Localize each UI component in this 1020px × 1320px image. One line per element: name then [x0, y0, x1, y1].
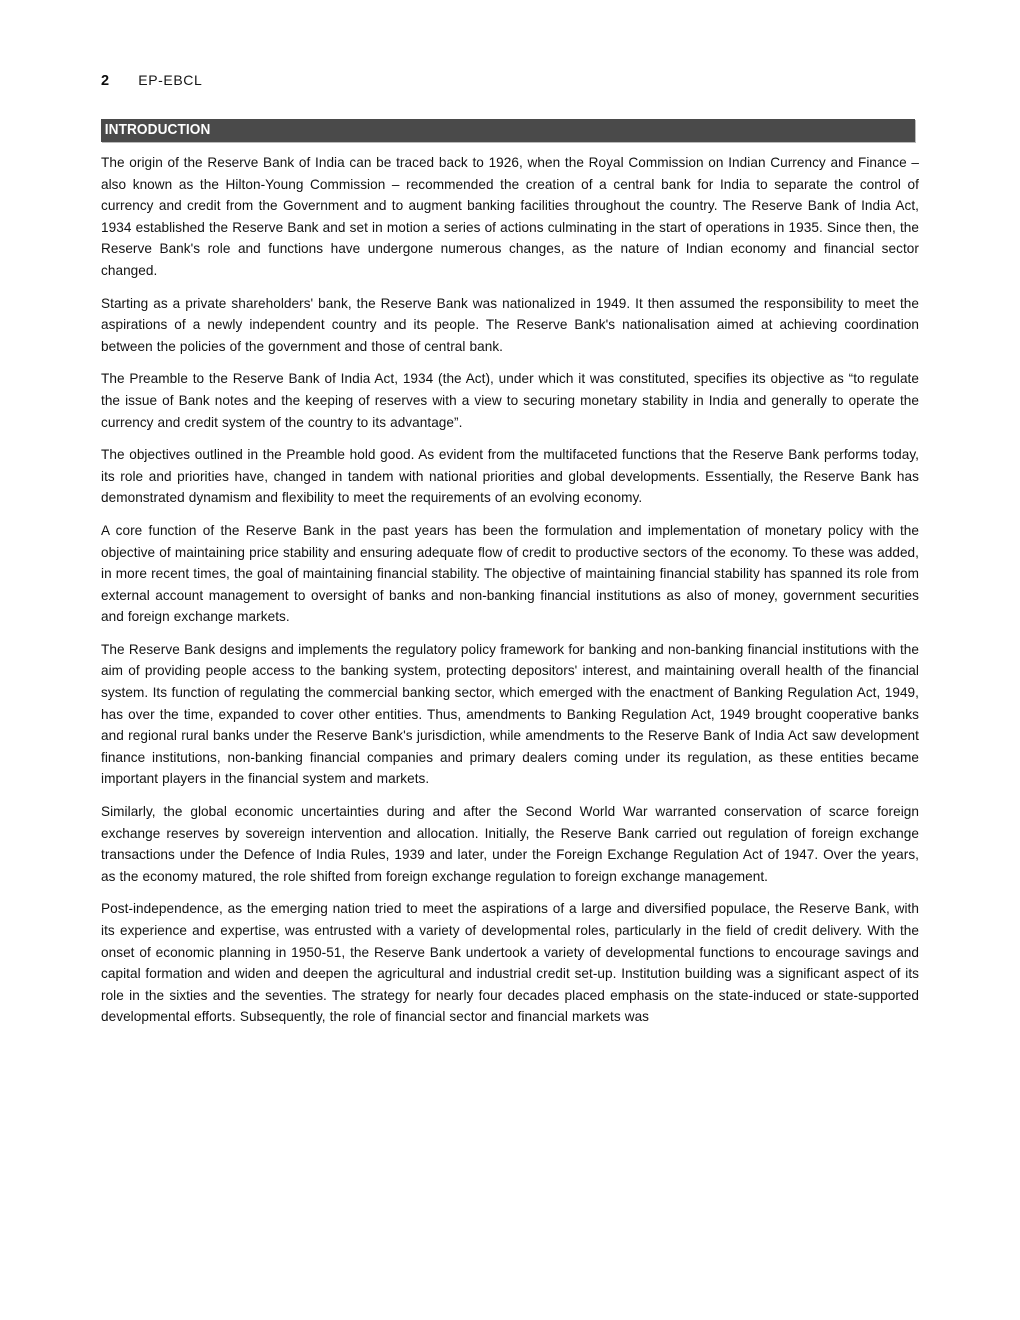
- section-heading-label: INTRODUCTION: [104, 122, 211, 139]
- paragraph: The origin of the Reserve Bank of India can be traced back to 1926, when the Royal Commission on Indian Currency and Finance – also known as the Hilton-Young Commission – recommended the creation of a central bank for India to separate the control of currency and credit from the Government and to augment banking facilities throughout the country. The Reserve Bank of India Act, 1934 established the Reserve Bank and set in motion a series of actions culminating in the start of operations in 1935. Since then, the Reserve Bank's role and functions have undergone numerous changes, as the nature of Indian economy and financial sector changed.: [101, 155, 919, 278]
- page-number: 2: [101, 73, 110, 89]
- paragraph: A core function of the Reserve Bank in the past years has been the formulation and implementation of monetary policy with the objective of maintaining price stability and ensuring adequate flow of credit to productive sectors of the economy. To these was added, in more recent times, the goal of maintaining financial stability. The objective of maintaining financial stability has spanned its role from external account management to oversight of banks and non-banking financial institutions as also of money, government securities and foreign exchange markets.: [101, 522, 919, 625]
- body-text-column: [101, 152, 919, 1028]
- paragraph: The objectives outlined in the Preamble hold good. As evident from the multifaceted functions that the Reserve Bank performs today, its role and priorities have, changed in tandem with national priorities and global developments. Essentially, the Reserve Bank has demonstrated dynamism and flexibility to meet the requirements of an evolving economy.: [101, 447, 919, 506]
- running-head-title: EP-EBCL: [138, 72, 203, 88]
- paragraph: Starting as a private shareholders' bank, the Reserve Bank was nationalized in 1949. It then assumed the responsibility to meet the aspirations of a newly independent country and its people. The Reserve Bank's nationalisation aimed at achieving coordination between the policies of the government and those of central bank.: [101, 295, 919, 354]
- running-head: [101, 72, 921, 92]
- paragraph: Similarly, the global economic uncertainties during and after the Second World War warranted conservation of scarce foreign exchange reserves by sovereign intervention and allocation. Initially, the Reserve Bank carried out regulation of foreign exchange transactions under the Defence of India Rules, 1939 and later, under the Foreign Exchange Regulation Act of 1947. Over the years, as the economy matured, the role shifted from foreign exchange regulation to foreign exchange management.: [101, 804, 919, 884]
- paragraph: The Preamble to the Reserve Bank of India Act, 1934 (the Act), under which it was constituted, specifies its objective as “to regulate the issue of Bank notes and the keeping of reserves with a view to securing monetary stability in India and generally to operate the currency and credit system of the country to its advantage”.: [101, 371, 919, 430]
- paragraph: The Reserve Bank designs and implements the regulatory policy framework for banking and non-banking financial institutions with the aim of providing people access to the banking system, protecting depositors' interest, and maintaining overall health of the financial system. Its function of regulating the commercial banking sector, which emerged with the enactment of Banking Regulation Act, 1949, has over the time, expanded to cover other entities. Thus, amendments to Banking Regulation Act, 1949 brought cooperative banks and regional rural banks under the Reserve Bank's jurisdiction, while amendments to the Reserve Bank of India Act saw development finance institutions, non-banking financial companies and primary dealers coming under its regulation, as these entities became important players in the financial system and markets.: [101, 641, 919, 787]
- section-heading-banner: [101, 119, 915, 142]
- paragraph: Post-independence, as the emerging nation tried to meet the aspirations of a large and diversified populace, the Reserve Bank, with its experience and expertise, was entrusted with a variety of developmental roles, particularly in the field of credit delivery. With the onset of economic planning in 1950-51, the Reserve Bank undertook a variety of developmental functions to encourage savings and capital formation and widen and deepen the agricultural and industrial credit set-up. Institution building was a significant aspect of its role in the sixties and the seventies. The strategy for nearly four decades placed emphasis on the state-induced or state-supported developmental efforts. Subsequently, the role of financial sector and financial markets was: [101, 901, 919, 1025]
